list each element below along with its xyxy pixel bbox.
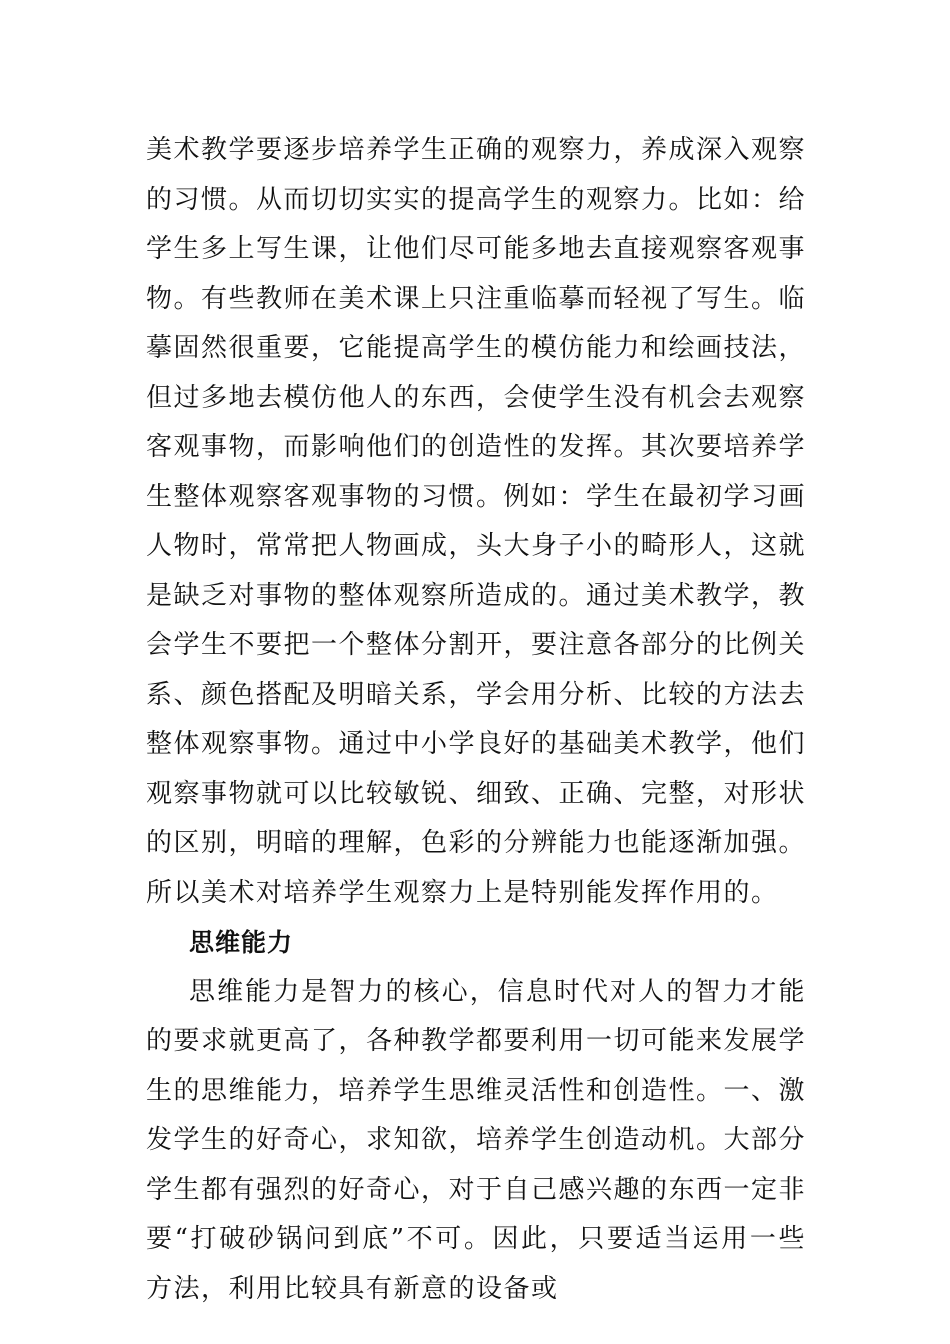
section-heading: 思维能力 [189, 928, 294, 957]
paragraph-observation: 美术教学要逐步培养学生正确的观察力，养成深入观察的习惯。从而切切实实的提高学生的观察力。比如：给学生多上写生课，让他们尽可能多地去直接观察客观事物。有些教师在美术课上只注重临摹而轻视了写生。临摹固然很重要，它能提高学生的模仿能力和绘画技法，但过多地去模仿他人的东西，会使学生没有机会去观察客观事物，而影响他们的创造性的发挥。其次要培养学生整体观察客观事物的习惯。例如：学生在最初学习画人物时，常常把人物画成，头大身子小的畸形人，这就是缺乏对事物的整体观察所造成的。通过美术教学，教会学生不要把一个整体分割开，要注意各部分的比例关系、颜色搭配及明暗关系，学会用分析、比较的方法去整体观察事物。通过中小学良好的基础美术教学，他们观察事物就可以比较敏锐、细致、正确、完整，对形状的区别，明暗的理解，色彩的分辨能力也能逐渐加强。所以美术对培养学生观察力上是特别能发挥作用的。 [146, 135, 807, 908]
paragraph-thinking: 思维能力是智力的核心，信息时代对人的智力才能的要求就更高了，各种教学都要利用一切可能来发展学生的思维能力，培养学生思维灵活性和创造性。一、激发学生的好奇心，求知欲，培养学生创造动机。大部分学生都有强烈的好奇心，对于自己感兴趣的东西一定非要“打破砂锅问到底”不可。因此，只要适当运用一些方法，利用比较具有新意的设备或 [146, 976, 807, 1304]
document-body [146, 126, 806, 1314]
